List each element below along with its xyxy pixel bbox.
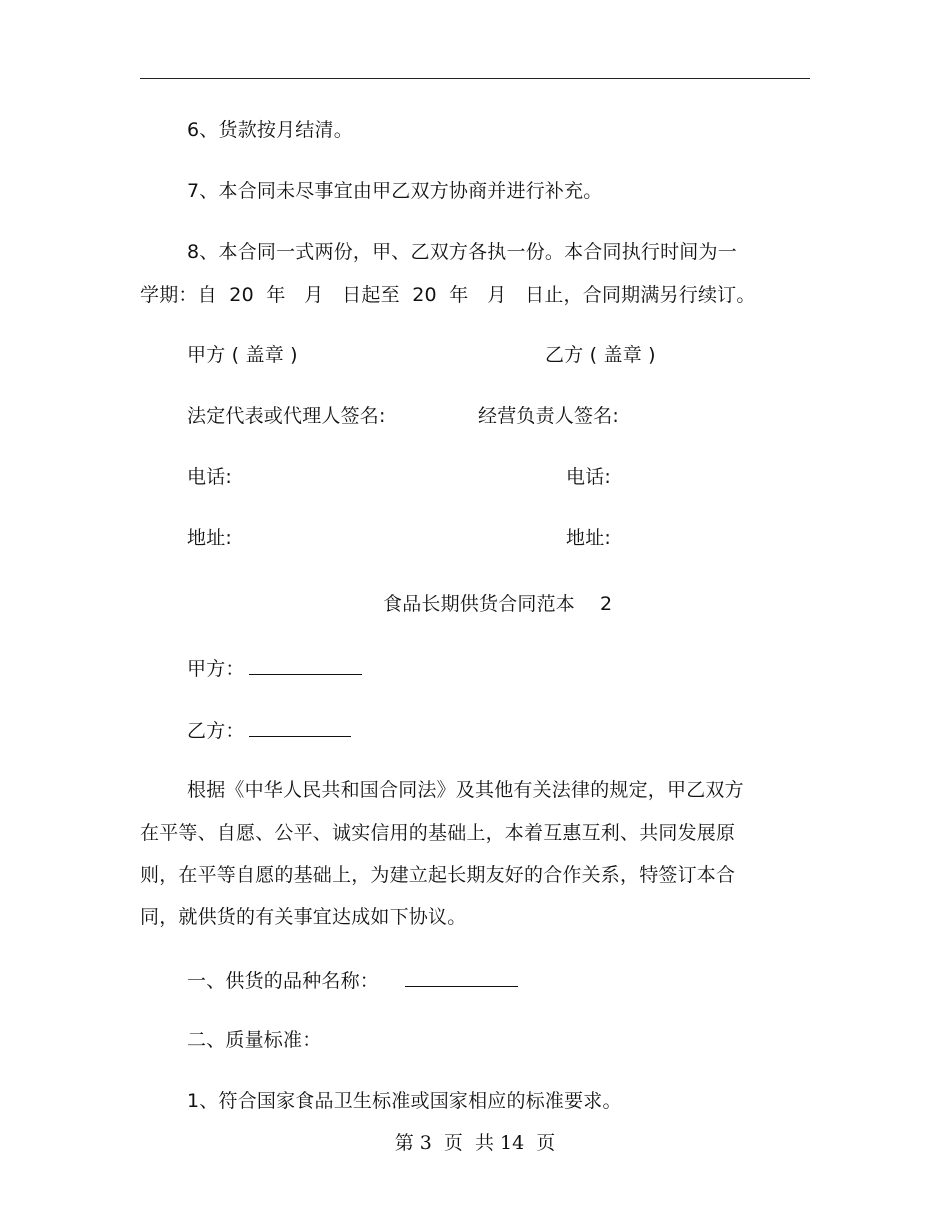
intro-line-4: 同，就供货的有关事宜达成如下协议。 [140,906,467,928]
paragraph-7: 7、本合同未尽事宜由甲乙双方协商并进行补充。 [187,180,603,202]
party-b-line [187,718,351,743]
party-b-phone: 电话: [566,466,612,488]
contract-2-title: 食品长期供货合同范本 2 [383,593,613,615]
party-a-address: 地址: [187,527,233,549]
section-1-line [187,968,518,993]
paragraph-8-line-1: 8、本合同一式两份，甲、乙双方各执一份。本合同执行时间为一 [187,241,737,263]
party-a-line [187,656,362,681]
intro-line-2: 在平等、自愿、公平、诚实信用的基础上，本着互惠互利、共同发展原 [140,822,736,844]
section-2-label: 二、质量标准： [187,1029,322,1051]
party-a-label: 甲方： [187,658,245,680]
section-1-blank [405,968,518,987]
party-b-signer: 经营负责人签名: [478,405,620,427]
party-a-phone: 电话: [187,466,233,488]
party-b-address: 地址: [566,527,612,549]
party-a-blank [249,656,362,675]
page-footer: 第 3 页 共 14 页 [394,1132,556,1154]
paragraph-6: 6、货款按月结清。 [187,119,353,141]
party-a-seal: 甲方 ( 盖章 ) [187,344,298,366]
paragraph-8-line-2: 学期：自 20 年 月 日起至 20 年 月 日止，合同期满另行续订。 [140,284,756,306]
intro-line-3: 则，在平等自愿的基础上，为建立起长期友好的合作关系，特签订本合 [140,864,736,886]
intro-line-1: 根据《中华人民共和国合同法》及其他有关法律的规定，甲乙双方 [187,779,744,801]
section-1-label: 一、供货的品种名称： [187,970,380,992]
header-rule [140,78,810,79]
party-b-label: 乙方： [187,720,245,742]
item-1: 1、符合国家食品卫生标准或国家相应的标准要求。 [187,1090,622,1112]
party-a-signer: 法定代表或代理人签名: [187,405,386,427]
party-b-blank [249,718,351,737]
party-b-seal: 乙方 ( 盖章 ) [545,344,656,366]
